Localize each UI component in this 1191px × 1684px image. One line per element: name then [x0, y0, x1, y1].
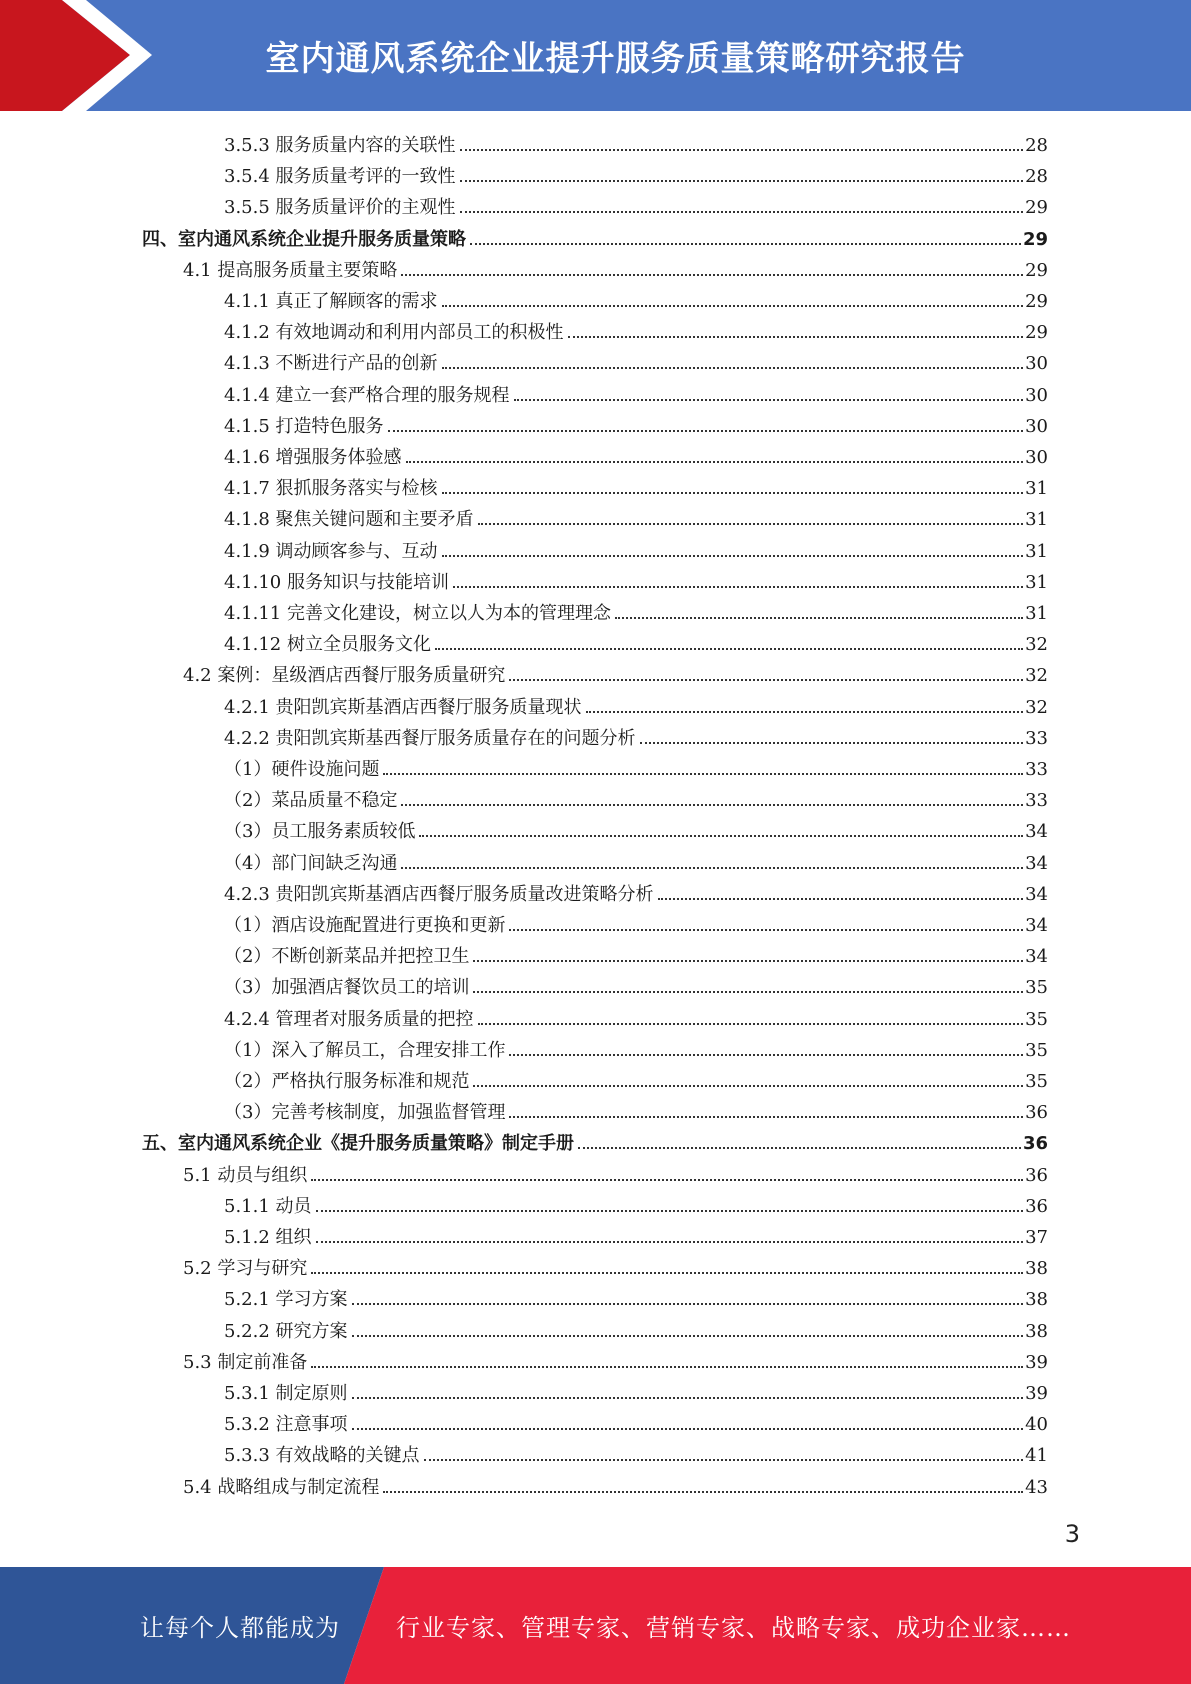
toc-entry-label: 5.1.2 组织	[224, 1227, 312, 1248]
toc-entry-page: 38	[1025, 1289, 1048, 1311]
toc-dot-leader	[615, 617, 1023, 619]
toc-entry-label: （2）菜品质量不稳定	[224, 790, 398, 812]
toc-dot-leader	[401, 867, 1023, 869]
toc-dot-leader	[460, 149, 1024, 151]
toc-entry-label: 4.2.2 贵阳凯宾斯基西餐厅服务质量存在的问题分析	[224, 727, 636, 749]
toc-entry[interactable]	[183, 1343, 1048, 1374]
toc-dot-leader	[311, 1366, 1023, 1368]
toc-entry[interactable]	[224, 563, 1048, 594]
toc-entry[interactable]	[224, 1187, 1048, 1218]
toc-entry-page: 31	[1025, 540, 1048, 562]
toc-dot-leader	[316, 1241, 1024, 1243]
toc-entry-page: 30	[1025, 415, 1048, 437]
toc-entry-page: 29	[1025, 259, 1048, 281]
toc-entry[interactable]	[224, 376, 1048, 407]
toc-entry[interactable]	[224, 875, 1048, 906]
toc-dot-leader	[442, 492, 1024, 494]
toc-entry-page: 30	[1025, 384, 1048, 406]
toc-dot-leader	[311, 1272, 1023, 1274]
toc-entry-page: 31	[1025, 571, 1048, 593]
toc-entry[interactable]	[224, 1000, 1048, 1031]
toc-entry-page: 36	[1025, 1164, 1048, 1186]
toc-entry[interactable]	[224, 1405, 1048, 1436]
toc-dot-leader	[509, 1054, 1023, 1056]
toc-entry-page: 34	[1025, 883, 1048, 905]
toc-dot-leader	[514, 399, 1024, 401]
toc-entry-label: 4.1 提高服务质量主要策略	[183, 259, 398, 281]
toc-entry-label: （2）严格执行服务标准和规范	[224, 1071, 470, 1092]
page-footer	[0, 1567, 1191, 1684]
toc-entry-label: 4.2.4 管理者对服务质量的把控	[224, 1008, 474, 1030]
toc-dot-leader	[388, 430, 1024, 432]
toc-entry[interactable]	[142, 220, 1048, 251]
toc-dot-leader	[442, 305, 1024, 307]
toc-entry-page: 29	[1025, 197, 1048, 219]
toc-entry-label: （3）加强酒店餐饮员工的培训	[224, 977, 470, 999]
toc-dot-leader	[578, 1147, 1021, 1149]
toc-entry-label: 5.2 学习与研究	[183, 1258, 308, 1280]
toc-entry-label: 3.5.4 服务质量考评的一致性	[224, 166, 456, 188]
toc-entry-label: 5.3.1 制定原则	[224, 1383, 348, 1404]
toc-entry[interactable]	[224, 1374, 1048, 1405]
toc-dot-leader	[473, 991, 1023, 993]
toc-entry-label: 4.1.6 增强服务体验感	[224, 447, 402, 468]
toc-dot-leader	[401, 274, 1023, 276]
toc-entry[interactable]	[224, 407, 1048, 438]
toc-entry-label: （3）员工服务素质较低	[224, 821, 416, 843]
toc-entry-label: 4.2.3 贵阳凯宾斯基酒店西餐厅服务质量改进策略分析	[224, 883, 654, 905]
toc-entry[interactable]	[183, 1249, 1048, 1280]
toc-entry-label: （4）部门间缺乏沟通	[224, 852, 398, 874]
toc-entry-label: 4.1.9 调动顾客参与、互动	[224, 540, 438, 562]
toc-entry-page: 39	[1025, 1383, 1048, 1404]
toc-entry-label: （1）硬件设施问题	[224, 759, 380, 780]
toc-entry-label: 5.1.1 动员	[224, 1195, 312, 1217]
toc-entry-page: 38	[1025, 1258, 1048, 1280]
toc-entry[interactable]	[224, 500, 1048, 531]
toc-entry-label: 4.1.12 树立全员服务文化	[224, 634, 431, 656]
toc-dot-leader	[568, 336, 1024, 338]
toc-entry-label: 4.1.2 有效地调动和利用内部员工的积极性	[224, 322, 564, 344]
toc-entry-page: 28	[1025, 166, 1048, 188]
toc-entry-label: （1）深入了解员工，合理安排工作	[224, 1039, 506, 1061]
toc-entry-page: 35	[1025, 1039, 1048, 1061]
toc-entry[interactable]	[224, 469, 1048, 500]
toc-entry[interactable]	[224, 438, 1048, 469]
toc-entry[interactable]	[183, 251, 1048, 282]
footer-slogan-left: 让每个人都能成为	[140, 1614, 340, 1642]
toc-dot-leader	[473, 1085, 1023, 1087]
toc-entry-label: 4.1.3 不断进行产品的创新	[224, 353, 438, 375]
toc-entry-label: 4.1.10 服务知识与技能培训	[224, 571, 449, 593]
toc-dot-leader	[406, 461, 1024, 463]
toc-entry-label: 四、室内通风系统企业提升服务质量策略	[142, 228, 466, 250]
toc-entry[interactable]	[183, 656, 1048, 687]
footer-slogan-right: 行业专家、管理专家、营销专家、战略专家、成功企业家……	[396, 1614, 1071, 1642]
toc-dot-leader	[470, 243, 1021, 245]
toc-dot-leader	[509, 1116, 1023, 1118]
toc-entry[interactable]	[224, 1062, 1048, 1093]
toc-entry[interactable]	[224, 157, 1048, 188]
toc-dot-leader	[435, 648, 1023, 650]
toc-entry-label: 5.3.2 注意事项	[224, 1414, 348, 1436]
toc-entry-label: 5.2.2 研究方案	[224, 1320, 348, 1342]
toc-entry-page: 36	[1025, 1102, 1048, 1124]
toc-entry-label: 4.1.5 打造特色服务	[224, 415, 384, 437]
toc-entry-page: 31	[1025, 603, 1048, 624]
toc-dot-leader	[442, 367, 1024, 369]
toc-entry-page: 29	[1025, 322, 1048, 344]
toc-entry[interactable]	[224, 781, 1048, 812]
toc-entry-page: 40	[1025, 1414, 1048, 1436]
toc-entry[interactable]	[224, 1312, 1048, 1343]
toc-entry-page: 28	[1025, 135, 1048, 156]
toc-entry-page: 33	[1025, 759, 1048, 780]
toc-dot-leader	[586, 711, 1024, 713]
toc-entry-page: 34	[1025, 821, 1048, 843]
toc-entry[interactable]	[224, 688, 1048, 719]
toc-entry[interactable]	[224, 594, 1048, 625]
toc-entry-label: 5.4 战略组成与制定流程	[183, 1476, 380, 1498]
header-title: 室内通风系统企业提升服务质量策略研究报告	[265, 39, 966, 79]
toc-entry[interactable]	[224, 1218, 1048, 1249]
toc-dot-leader	[658, 898, 1024, 900]
toc-entry[interactable]	[224, 282, 1048, 313]
toc-dot-leader	[478, 1023, 1024, 1025]
toc-entry-label: 4.1.7 狠抓服务落实与检核	[224, 478, 438, 500]
toc-dot-leader	[460, 180, 1024, 182]
toc-entry-label: （2）不断创新菜品并把控卫生	[224, 946, 470, 968]
toc-entry[interactable]	[142, 1124, 1048, 1155]
toc-dot-leader	[442, 555, 1024, 557]
toc-entry-page: 29	[1025, 291, 1048, 312]
toc-entry[interactable]	[183, 1156, 1048, 1187]
toc-entry-page: 32	[1025, 665, 1048, 687]
toc-entry-page: 43	[1025, 1476, 1048, 1498]
toc-entry-page: 36	[1022, 1133, 1048, 1155]
toc-dot-leader	[352, 1397, 1024, 1399]
toc-entry[interactable]	[224, 625, 1048, 656]
toc-entry[interactable]	[224, 906, 1048, 937]
toc-dot-leader	[473, 960, 1023, 962]
toc-entry-label: 4.1.4 建立一套严格合理的服务规程	[224, 384, 510, 406]
toc-entry[interactable]	[224, 937, 1048, 968]
toc-entry-label: （3）完善考核制度，加强监督管理	[224, 1102, 506, 1124]
toc-entry[interactable]	[224, 719, 1048, 750]
toc-entry-page: 34	[1025, 915, 1048, 936]
toc-dot-leader	[352, 1428, 1024, 1430]
toc-entry-page: 35	[1025, 1071, 1048, 1092]
toc-entry-page: 31	[1025, 478, 1048, 500]
toc-dot-leader	[311, 1179, 1023, 1181]
toc-entry-label: 5.3.3 有效战略的关键点	[224, 1445, 420, 1467]
toc-dot-leader	[401, 804, 1023, 806]
toc-entry-label: 4.2 案例：星级酒店西餐厅服务质量研究	[183, 665, 506, 687]
toc-entry-label: 五、室内通风系统企业《提升服务质量策略》制定手册	[142, 1133, 574, 1155]
toc-entry-label: 4.1.1 真正了解顾客的需求	[224, 291, 438, 312]
toc-entry[interactable]	[224, 968, 1048, 999]
toc-entry-page: 31	[1025, 509, 1048, 531]
toc-entry-page: 36	[1025, 1195, 1048, 1217]
toc-dot-leader	[478, 523, 1024, 525]
toc-entry-page: 41	[1025, 1445, 1048, 1467]
toc-entry[interactable]	[224, 1436, 1048, 1467]
toc-entry-page: 30	[1025, 353, 1048, 375]
toc-entry[interactable]	[224, 188, 1048, 219]
toc-entry-page: 37	[1025, 1227, 1048, 1248]
toc-entry-label: 4.1.11 完善文化建设，树立以人为本的管理理念	[224, 603, 611, 624]
toc-entry-label: 5.3 制定前准备	[183, 1351, 308, 1373]
toc-entry-label: （1）酒店设施配置进行更换和更新	[224, 915, 506, 936]
toc-dot-leader	[352, 1335, 1024, 1337]
toc-dot-leader	[419, 835, 1023, 837]
toc-entry[interactable]	[224, 126, 1048, 157]
toc-entry-label: 5.1 动员与组织	[183, 1164, 308, 1186]
toc-entry-page: 32	[1025, 634, 1048, 656]
toc-dot-leader	[640, 742, 1024, 744]
page-number: 3	[1064, 1520, 1080, 1548]
toc-dot-leader	[352, 1303, 1024, 1305]
toc-entry[interactable]	[224, 532, 1048, 563]
toc-entry[interactable]	[224, 344, 1048, 375]
toc-entry[interactable]	[224, 1031, 1048, 1062]
toc-entry-label: 4.1.8 聚焦关键问题和主要矛盾	[224, 509, 474, 531]
toc-entry-label: 5.2.1 学习方案	[224, 1289, 348, 1311]
toc-dot-leader	[424, 1459, 1024, 1461]
toc-entry-page: 35	[1025, 977, 1048, 999]
toc-entry-page: 34	[1025, 852, 1048, 874]
toc-entry[interactable]	[224, 1280, 1048, 1311]
toc-dot-leader	[316, 1210, 1024, 1212]
page-header	[0, 0, 1191, 111]
toc-entry[interactable]	[183, 1468, 1048, 1499]
toc-entry[interactable]	[224, 1093, 1048, 1124]
toc-dot-leader	[509, 679, 1023, 681]
toc-entry-page: 29	[1022, 228, 1048, 250]
toc-entry[interactable]	[224, 313, 1048, 344]
toc-dot-leader	[383, 1491, 1023, 1493]
toc-dot-leader	[383, 773, 1023, 775]
toc-entry-label: 3.5.5 服务质量评价的主观性	[224, 197, 456, 219]
toc-entry-page: 35	[1025, 1008, 1048, 1030]
toc-entry-page: 33	[1025, 727, 1048, 749]
toc-dot-leader	[453, 586, 1023, 588]
toc-entry[interactable]	[224, 750, 1048, 781]
toc-entry[interactable]	[224, 812, 1048, 843]
toc-entry-label: 3.5.3 服务质量内容的关联性	[224, 135, 456, 156]
toc-entry[interactable]	[224, 844, 1048, 875]
toc-entry-page: 32	[1025, 696, 1048, 718]
toc-entry-page: 39	[1025, 1351, 1048, 1373]
toc-dot-leader	[460, 211, 1024, 213]
toc-entry-label: 4.2.1 贵阳凯宾斯基酒店西餐厅服务质量现状	[224, 696, 582, 718]
toc-entry-page: 33	[1025, 790, 1048, 812]
toc-entry-page: 30	[1025, 447, 1048, 468]
toc-entry-page: 38	[1025, 1320, 1048, 1342]
toc-dot-leader	[509, 929, 1023, 931]
toc-entry-page: 34	[1025, 946, 1048, 968]
